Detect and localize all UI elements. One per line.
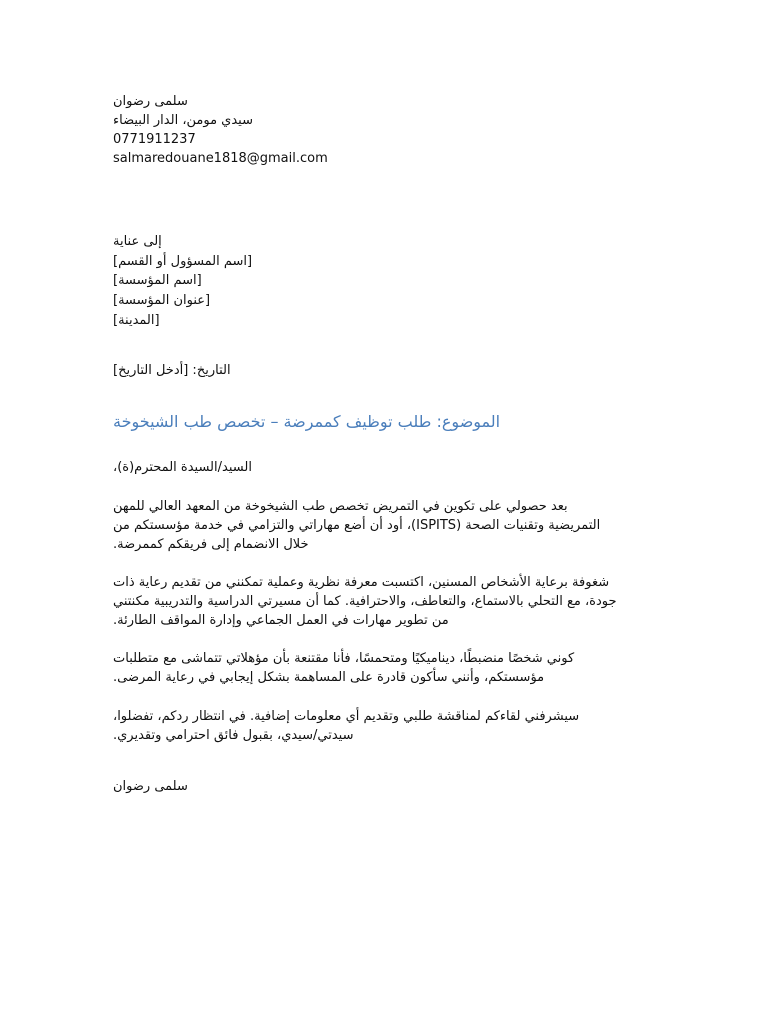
salutation: السيد/السيدة المحترم(ة)، bbox=[113, 460, 252, 475]
sender-name: سلمى رضوان bbox=[113, 94, 188, 109]
sender-email: salmaredouane1818@gmail.com bbox=[113, 151, 328, 166]
sender-address: سيدي مومن، الدار البيضاء bbox=[113, 113, 253, 128]
body-paragraph-1 bbox=[113, 497, 633, 554]
paragraph-line: كوني شخصًا منضبطًا، ديناميكيًا ومتحمسًا، فأنا مقتنعة بأن مؤهلاتي تتماشى مع متطلبات bbox=[113, 651, 575, 666]
subject-heading: الموضوع: طلب توظيف كممرضة – تخصص طب الشيخوخة bbox=[113, 412, 501, 431]
body-paragraph-3 bbox=[113, 649, 633, 687]
recipient-institution: [اسم المؤسسة] bbox=[113, 273, 202, 288]
recipient-city: [المدينة] bbox=[113, 313, 160, 328]
paragraph-line: شغوفة برعاية الأشخاص المسنين، اكتسبت معرفة نظرية وعملية تمكنني من تقديم رعاية ذات bbox=[113, 575, 610, 590]
recipient-address: [عنوان المؤسسة] bbox=[113, 293, 211, 308]
paragraph-line: مؤسستكم، وأنني سأكون قادرة على المساهمة بشكل إيجابي في رعاية المرضى. bbox=[113, 670, 545, 685]
paragraph-line: جودة، مع التحلي بالاستماع، والتعاطف، والاحترافية. كما أن مسيرتي الدراسية والتدريبية مكنتني bbox=[113, 594, 617, 609]
paragraph-line: سيدتي/سيدي، بقبول فائق احترامي وتقديري. bbox=[113, 728, 354, 743]
paragraph-line: خلال الانضمام إلى فريقكم كممرضة. bbox=[113, 537, 309, 552]
signature: سلمى رضوان bbox=[113, 779, 188, 794]
body-paragraph-4 bbox=[113, 707, 633, 745]
paragraph-line: بعد حصولي على تكوين في التمريض تخصص طب الشيخوخة من المعهد العالي للمهن bbox=[113, 499, 568, 514]
paragraph-line: من تطوير مهارات في العمل الجماعي وإدارة المواقف الطارئة. bbox=[113, 613, 449, 628]
paragraph-line: التمريضية وتقنيات الصحة (ISPITS)، أود أن أضع مهاراتي والتزامي في خدمة مؤسستكم من bbox=[113, 518, 601, 533]
recipient-attention: إلى عناية bbox=[113, 234, 162, 249]
date-line: التاريخ: [أدخل التاريخ] bbox=[113, 363, 231, 378]
paragraph-line: سيشرفني لقاءكم لمناقشة طلبي وتقديم أي معلومات إضافية. في انتظار ردكم، تفضلوا، bbox=[113, 709, 580, 724]
sender-phone: 0771911237 bbox=[113, 132, 196, 147]
recipient-person: [اسم المسؤول أو القسم] bbox=[113, 254, 253, 269]
body-paragraph-2 bbox=[113, 573, 633, 630]
